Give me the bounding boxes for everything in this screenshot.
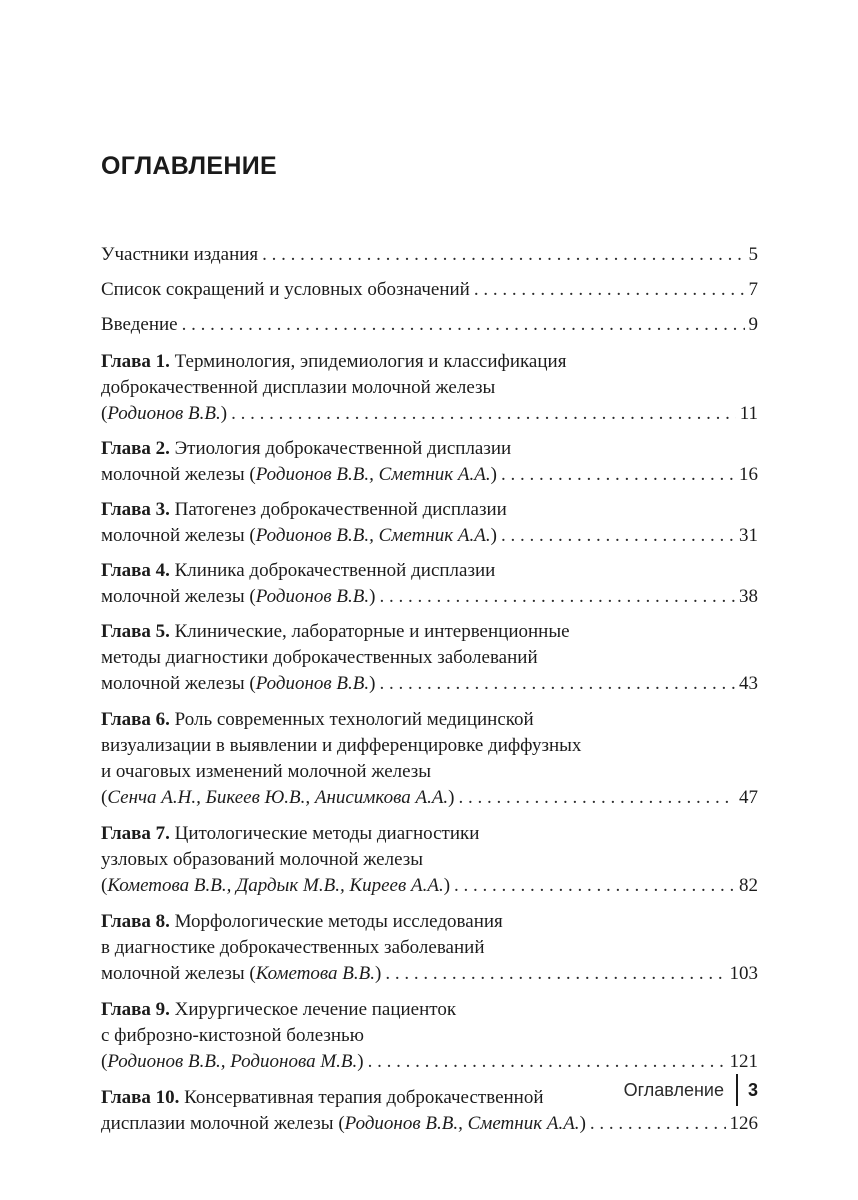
entry-title-line: Роль современных технологий медицинской — [174, 709, 534, 730]
entry-authors: Сенча А.Н., Бикеев Ю.В., Анисимкова А.А. — [107, 787, 449, 808]
paren-close: ) — [443, 875, 451, 896]
entry-page-number: 7 — [748, 279, 758, 300]
toc-entry[interactable] — [101, 558, 758, 610]
dot-leader — [231, 401, 736, 427]
chapter-number: Глава 8. — [101, 911, 170, 932]
toc-entry[interactable] — [101, 707, 758, 811]
dot-leader — [379, 671, 735, 697]
entry-title-line: Этиология доброкачественной дисплазии — [174, 438, 512, 459]
paren-open: ( — [101, 1051, 108, 1072]
chapter-number: Глава 6. — [101, 709, 170, 730]
entry-authors: Родионов В.В. — [107, 403, 221, 424]
entry-authors: Родионов В.В., Сметник А.А. — [344, 1113, 580, 1134]
entry-page-number: 103 — [729, 963, 758, 984]
toc-entry[interactable] — [101, 821, 758, 899]
chapter-number: Глава 3. — [101, 499, 170, 520]
page-number: 3 — [747, 1079, 758, 1100]
paren-open: ( — [244, 586, 256, 607]
dot-leader — [385, 961, 725, 987]
entry-title-line: и очаговых изменений молочной железы — [101, 761, 432, 782]
paren-close: ) — [369, 673, 376, 694]
dot-leader — [262, 242, 744, 268]
entry-title-line: молочной железы — [101, 586, 245, 607]
entry-page-number: 31 — [739, 525, 758, 546]
entry-page-number: 5 — [748, 244, 758, 265]
entry-authors: Кометова В.В. — [255, 963, 375, 984]
toc-entry[interactable] — [101, 242, 758, 268]
entry-authors: Родионов В.В., Сметник А.А. — [255, 525, 491, 546]
dot-leader — [459, 785, 736, 811]
paren-open: ( — [101, 403, 108, 424]
toc-entry[interactable] — [101, 312, 758, 338]
paren-open: ( — [333, 1113, 345, 1134]
dot-leader — [454, 873, 735, 899]
entry-authors: Родионов В.В., Родионова М.В. — [107, 1051, 358, 1072]
entry-page-number: 121 — [729, 1051, 758, 1072]
chapter-number: Глава 2. — [101, 438, 170, 459]
dot-leader — [368, 1049, 726, 1075]
entry-title-line: Цитологические методы диагностики — [174, 823, 480, 844]
page-footer — [624, 1074, 758, 1106]
paren-close: ) — [448, 787, 455, 808]
entry-authors: Родионов В.В. — [255, 586, 370, 607]
chapter-number: Глава 5. — [101, 621, 170, 642]
entry-authors: Родионов В.В. — [255, 673, 370, 694]
entry-title-line: Терминология, эпидемиология и классификация — [174, 351, 567, 372]
chapter-number: Глава 4. — [101, 560, 170, 581]
entry-page-number: 47 — [739, 787, 758, 808]
paren-close: ) — [490, 525, 497, 546]
paren-close: ) — [369, 586, 376, 607]
entry-title-line: Введение — [101, 314, 178, 335]
page-title: ОГЛАВЛЕНИЕ — [101, 152, 277, 180]
paren-close: ) — [490, 464, 497, 485]
paren-close: ) — [220, 403, 228, 424]
entry-page-number: 82 — [739, 875, 758, 896]
toc-entry[interactable] — [101, 349, 758, 427]
entry-title-line: Морфологические методы исследования — [174, 911, 503, 932]
entry-title-line: Участники издания — [101, 244, 259, 265]
entry-page-number: 11 — [739, 403, 758, 424]
entry-title-line: узловых образований молочной железы — [101, 849, 424, 870]
paren-open: ( — [244, 525, 256, 546]
entry-title-line: с фиброзно-кистозной болезнью — [101, 1025, 364, 1046]
table-of-contents — [101, 232, 758, 1137]
toc-entry[interactable] — [101, 277, 758, 303]
entry-title-line: методы диагностики доброкачественных заболеваний — [101, 647, 538, 668]
entry-authors: Родионов В.В., Сметник А.А. — [255, 464, 491, 485]
chapter-number: Глава 1. — [101, 351, 170, 372]
running-head: Оглавление — [623, 1079, 724, 1100]
entry-title-line: молочной железы — [101, 963, 245, 984]
entry-title-line: Клиника доброкачественной дисплазии — [174, 560, 496, 581]
entry-title-line: Патогенез доброкачественной дисплазии — [174, 499, 507, 520]
toc-entry[interactable] — [101, 619, 758, 697]
dot-leader — [474, 277, 745, 303]
entry-authors: Кометова В.В., Дардык М.В., Киреев А.А. — [107, 875, 444, 896]
chapter-number: Глава 9. — [101, 999, 170, 1020]
paren-open: ( — [244, 963, 256, 984]
dot-leader — [379, 584, 735, 610]
toc-entry[interactable] — [101, 497, 758, 549]
paren-open: ( — [244, 464, 256, 485]
dot-leader — [182, 312, 745, 338]
entry-page-number: 43 — [739, 673, 758, 694]
chapter-number: Глава 7. — [101, 823, 170, 844]
entry-page-number: 126 — [729, 1113, 758, 1134]
chapter-number: Глава 10. — [101, 1087, 180, 1108]
dot-leader — [590, 1111, 726, 1137]
paren-open: ( — [101, 875, 108, 896]
toc-entry[interactable] — [101, 909, 758, 987]
paren-close: ) — [357, 1051, 364, 1072]
entry-page-number: 38 — [739, 586, 758, 607]
entry-title-line: визуализации в выявлении и дифференцировке диффузных — [101, 735, 582, 756]
entry-title-line: Хирургическое лечение пациенток — [174, 999, 457, 1020]
paren-close: ) — [375, 963, 382, 984]
entry-page-number: 9 — [748, 314, 758, 335]
entry-title-line: доброкачественной дисплазии молочной железы — [101, 377, 496, 398]
dot-leader — [501, 523, 735, 549]
entry-title-line: молочной железы — [101, 464, 245, 485]
paren-open: ( — [244, 673, 256, 694]
toc-entry[interactable] — [101, 436, 758, 488]
dot-leader — [501, 462, 735, 488]
paren-open: ( — [101, 787, 108, 808]
entry-title-line: Клинические, лабораторные и интервенционные — [174, 621, 570, 642]
entry-title-line: Консервативная терапия доброкачественной — [184, 1087, 544, 1108]
entry-title-line: дисплазии молочной железы — [101, 1113, 334, 1134]
entry-title-line: в диагностике доброкачественных заболеваний — [101, 937, 485, 958]
entry-title-line: молочной железы — [101, 525, 245, 546]
entry-page-number: 16 — [739, 464, 758, 485]
toc-entry[interactable] — [101, 997, 758, 1075]
paren-close: ) — [579, 1113, 586, 1134]
entry-title-line: Список сокращений и условных обозначений — [101, 279, 470, 300]
entry-title-line: молочной железы — [101, 673, 245, 694]
